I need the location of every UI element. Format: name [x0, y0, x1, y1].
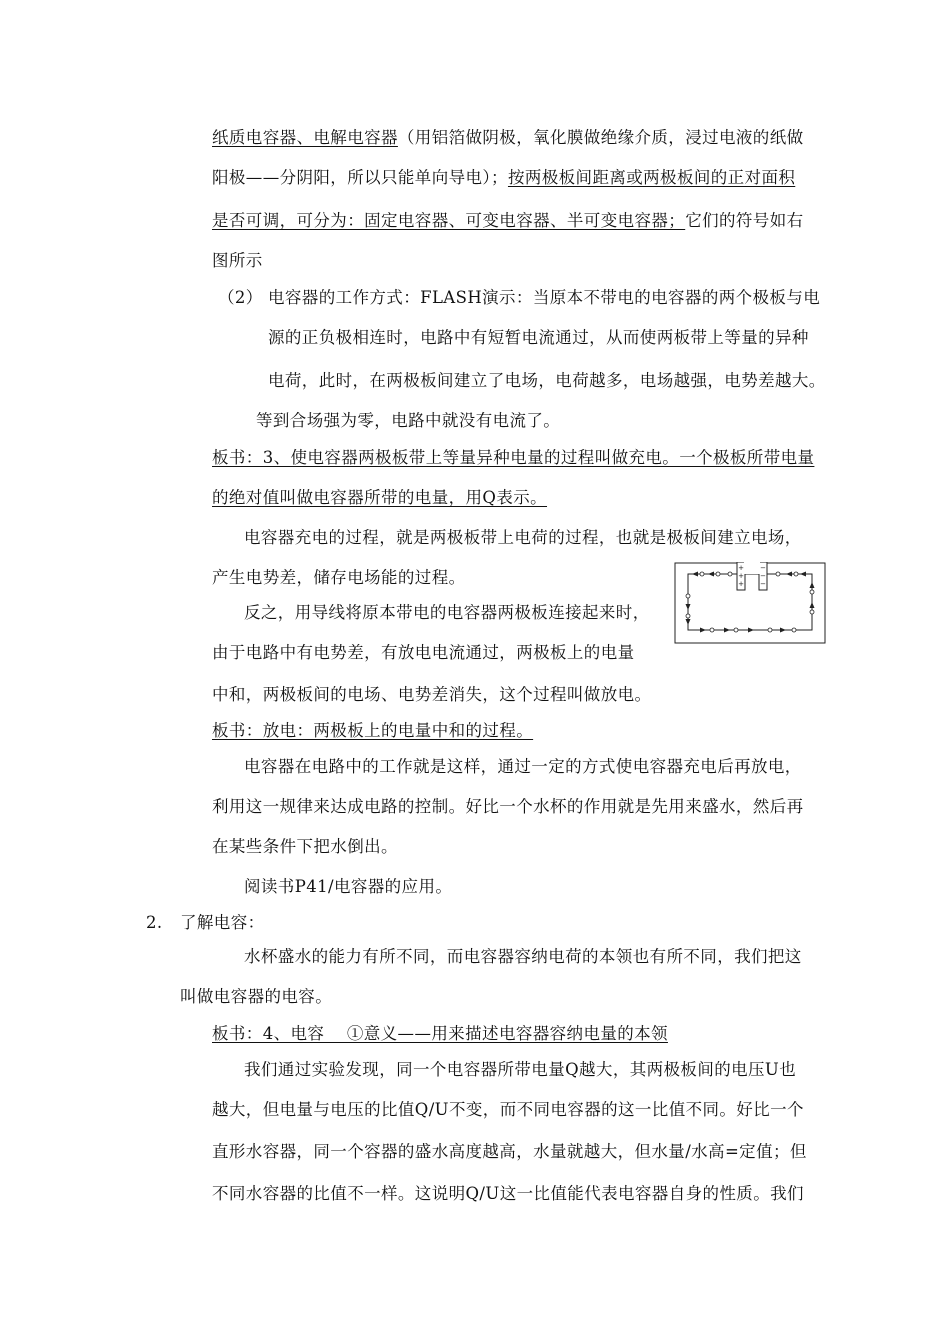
text-span: 它们的符号如右 [685, 211, 804, 230]
text-line: 越大，但电量与电压的比值Q/U不变，而不同电容器的这一比值不同。好比一个 [212, 1100, 804, 1119]
capacitor-circuit-diagram [674, 562, 826, 644]
text-line: 电荷，此时，在两极板间建立了电场，电荷越多，电场越强，电势差越大。 [268, 371, 826, 390]
board-note: 板书：3、使电容器两极板带上等量异种电量的过程叫做充电。一个极板所带电量 [212, 448, 815, 467]
text-span: 阳极——分阴阳，所以只能单向导电）； [212, 168, 508, 187]
item-number: （2） [218, 288, 263, 307]
text-line: 电容器充电的过程，就是两极板带上电荷的过程，也就是极板间建立电场， [244, 528, 802, 547]
section-title: 了解电容： [180, 913, 265, 932]
text-line: 在某些条件下把水倒出。 [212, 837, 398, 856]
charge-dot [686, 594, 690, 598]
text-line: 水杯盛水的能力有所不同，而电容器容纳电荷的本领也有所不同，我们把这 [244, 947, 802, 966]
arrow-left-icon [692, 572, 698, 577]
charge-dot [734, 628, 738, 632]
charge-dot [792, 628, 796, 632]
text-line: 叫做电容器的电容。 [180, 987, 333, 1006]
text-line: 利用这一规律来达成电路的控制。好比一个水杯的作用就是先用来盛水，然后再 [212, 797, 804, 816]
arrow-right-icon [700, 628, 706, 633]
text-line: 由于电路中有电势差，有放电电流通过，两极板上的电量 [212, 643, 635, 662]
arrow-left-icon [800, 572, 806, 577]
charge-dot [700, 572, 704, 576]
minus-sign: − [760, 580, 766, 588]
text-line: 等到合场强为零，电路中就没有电流了。 [256, 411, 561, 430]
arrow-left-icon [708, 572, 714, 577]
arrow-down-icon [686, 604, 691, 610]
board-note: 板书：放电：两极板上的电量中和的过程。 [212, 721, 534, 740]
charge-dot [710, 628, 714, 632]
arrow-left-icon [786, 572, 792, 577]
charge-dot [810, 590, 814, 594]
underlined-text: 按两极板间距离或两极板间的正对面积 [507, 168, 796, 187]
text-line [212, 167, 795, 189]
text-span: （用铝箔做阴极，氧化膜做绝缘介质，浸过电液的纸做 [397, 128, 804, 147]
arrow-right-icon [780, 628, 786, 633]
plus-sign: + [738, 572, 744, 580]
board-note: 板书：4、电容 ①意义——用来描述电容器容纳电量的本领 [212, 1024, 668, 1043]
underlined-text: 是否可调，可分为：固定电容器、可变电容器、半可变电容器； [212, 211, 686, 230]
charge-dot [716, 572, 720, 576]
plus-sign: + [738, 580, 744, 588]
text-line: 直形水容器，同一个容器的盛水高度越高，水量就越大，但水量/水高=定值；但 [212, 1142, 807, 1161]
text-line: 不同水容器的比值不一样。这说明Q/U这一比值能代表电容器自身的性质。我们 [212, 1184, 804, 1203]
minus-sign: − [760, 564, 766, 572]
text-line: 产生电势差，储存电场能的过程。 [212, 568, 466, 587]
inner-circuit [688, 574, 812, 630]
arrow-down-icon [686, 619, 691, 625]
arrow-up-icon [810, 602, 815, 608]
underlined-text: 纸质电容器、电解电容器 [212, 128, 398, 147]
charge-dot [776, 572, 780, 576]
text-line: 电容器在电路中的工作就是这样，通过一定的方式使电容器充电后再放电， [244, 757, 802, 776]
arrow-right-icon [748, 628, 754, 633]
plus-sign: + [738, 564, 744, 572]
text-line: 阅读书P41/电容器的应用。 [244, 877, 453, 896]
text-line: 图所示 [212, 251, 263, 270]
text-line: 源的正负极相连时，电路中有短暂电流通过，从而使两板带上等量的异种 [268, 328, 809, 347]
current-arrows [686, 572, 815, 633]
arrow-right-icon [724, 628, 730, 633]
charge-dot [686, 614, 690, 618]
text-line: 电容器的工作方式：FLASH演示：当原本不带电的电容器的两个极板与电 [268, 288, 821, 307]
text-line [212, 127, 804, 149]
section-number: 2. [146, 913, 163, 932]
text-line [212, 210, 804, 232]
board-note: 的绝对值叫做电容器所带的电量，用Q表示。 [212, 488, 548, 507]
minus-sign: − [760, 572, 766, 580]
charge-dot [768, 628, 772, 632]
charge-dot [794, 572, 798, 576]
text-line: 我们通过实验发现，同一个电容器所带电量Q越大，其两极板间的电压U也 [244, 1060, 797, 1079]
arrow-up-icon [810, 582, 815, 588]
text-line: 反之，用导线将原本带电的电容器两极板连接起来时， [244, 603, 650, 622]
charge-dot [810, 610, 814, 614]
text-line: 中和，两极板间的电场、电势差消失，这个过程叫做放电。 [212, 685, 652, 704]
charge-dot [728, 572, 732, 576]
